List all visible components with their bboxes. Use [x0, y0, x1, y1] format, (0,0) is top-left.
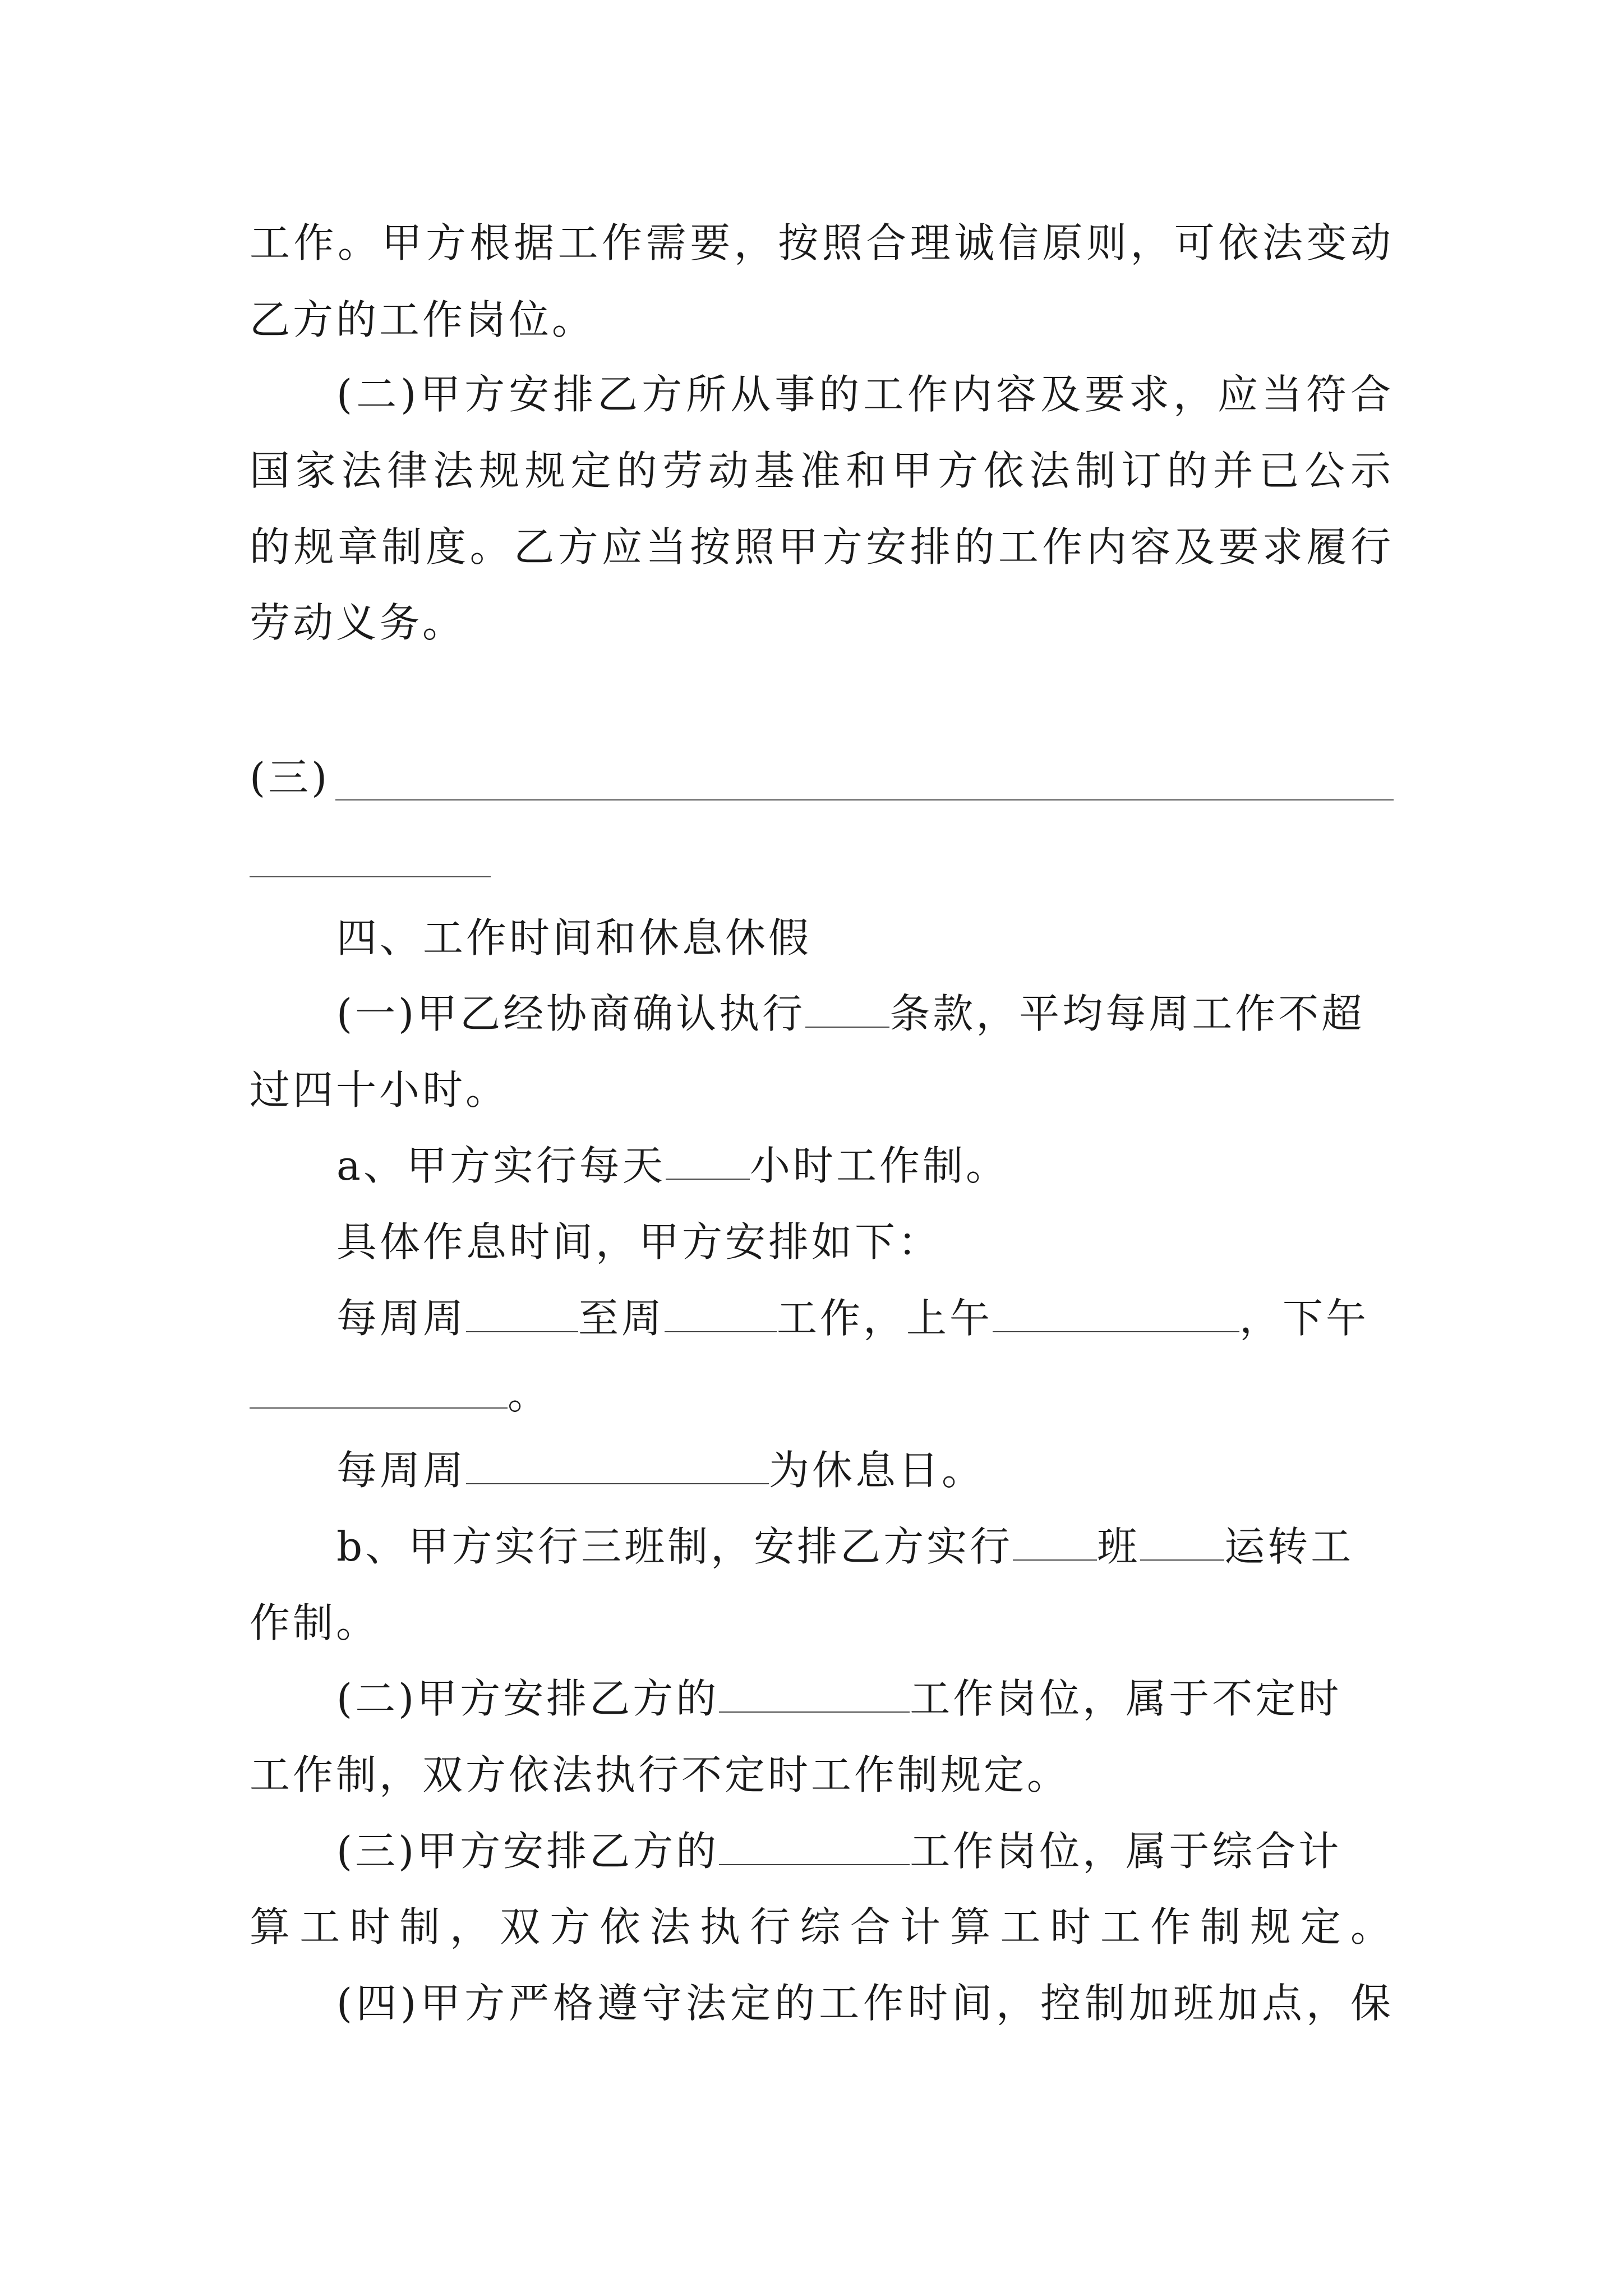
paragraph-line: 工作制，双方依法执行不定时工作制规定。: [250, 1751, 1071, 1798]
fill-in-blank: [1013, 1525, 1097, 1561]
paragraph-line: [336, 1290, 1394, 1346]
paragraph-line: [336, 986, 1394, 1042]
paragraph-line: [336, 1823, 1394, 1879]
text-run: (三)甲方安排乙方的: [336, 1828, 720, 1875]
text-run: a、甲方实行每天: [336, 1142, 666, 1189]
paragraph-line: [250, 1366, 1394, 1423]
paragraph-line: [336, 1671, 1394, 1727]
fill-in-blank: [805, 992, 889, 1028]
text-run: (二)甲方安排乙方的: [336, 1675, 720, 1722]
fill-in-blank: [665, 1296, 777, 1332]
fill-in-blank: [666, 1144, 750, 1180]
text-run: 至周: [578, 1295, 665, 1342]
paragraph-line: 作制。: [250, 1599, 380, 1646]
paragraph-line: [336, 1442, 1394, 1498]
fill-in-blank: [466, 1296, 578, 1332]
clause-three-label: (三): [250, 754, 330, 801]
paragraph-line: [336, 1138, 1394, 1194]
paragraph-line: 具体作息时间，甲方安排如下：: [336, 1218, 942, 1266]
fill-in-blank: [466, 1448, 769, 1484]
paragraph-line: [336, 1519, 1394, 1575]
text-run: 工作岗位，属于综合计: [910, 1828, 1342, 1875]
paragraph-line: (二)甲方安排乙方所从事的工作内容及要求，应当符合: [336, 371, 1394, 418]
paragraph-line: 乙方的工作岗位。: [250, 296, 596, 343]
text-run: 条款，平均每周工作不超: [889, 990, 1365, 1037]
text-run: 每周周: [336, 1447, 467, 1494]
text-run: 每周周: [336, 1295, 467, 1342]
text-run: 小时工作制。: [749, 1142, 1009, 1189]
paragraph-line: 工作。甲方根据工作需要，按照合理诚信原则，可依法变动: [250, 219, 1394, 266]
text-run: 工作，上午: [777, 1295, 993, 1342]
paragraph-line: 国家法律法规规定的劳动基准和甲方依法制订的并已公示: [250, 447, 1394, 494]
text-run: 运转工: [1224, 1523, 1354, 1570]
section-heading: 四、工作时间和休息休假: [336, 914, 812, 961]
text-run: b、甲方实行三班制，安排乙方实行: [336, 1523, 1013, 1570]
text-run: (一)甲乙经协商确认执行: [336, 990, 806, 1037]
text-run: 工作岗位，属于不定时: [910, 1675, 1342, 1722]
fill-in-blank: [250, 1373, 508, 1409]
text-run: 为休息日。: [769, 1447, 985, 1494]
fill-in-blank: [1140, 1525, 1224, 1561]
text-run: 。: [508, 1371, 551, 1418]
fill-in-blank-line: [250, 876, 491, 877]
fill-in-blank: [719, 1677, 910, 1713]
text-run: ，下午: [1239, 1295, 1370, 1342]
paragraph-line: 的规章制度。乙方应当按照甲方安排的工作内容及要求履行: [250, 523, 1394, 570]
text-run: 班: [1097, 1523, 1141, 1570]
paragraph-line: (四)甲方严格遵守法定的工作时间，控制加班加点，保: [336, 1980, 1394, 2027]
fill-in-blank-line: [335, 799, 1394, 800]
fill-in-blank: [719, 1829, 910, 1865]
fill-in-blank: [993, 1296, 1239, 1332]
paragraph-line: 过四十小时。: [250, 1066, 509, 1114]
paragraph-line: 算工时制，双方依法执行综合计算工时工作制规定。: [250, 1903, 1394, 1950]
paragraph-line: 劳动义务。: [250, 599, 466, 646]
